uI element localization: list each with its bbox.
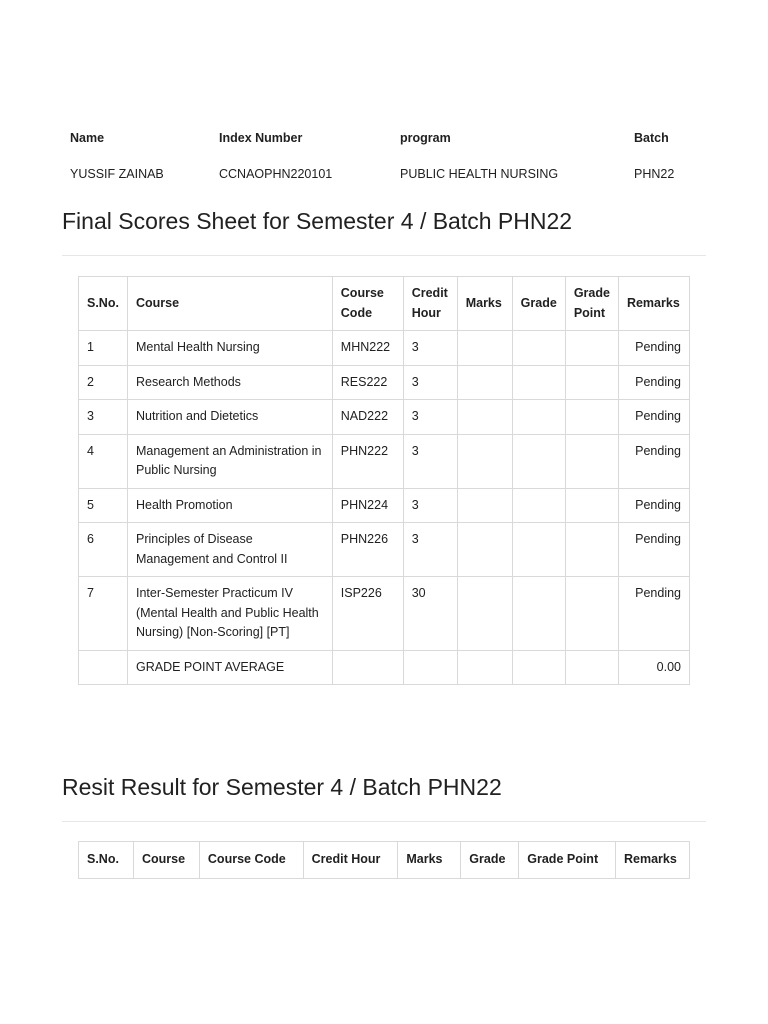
row-remarks: Pending <box>618 488 689 523</box>
gpa-empty-cell <box>512 650 565 685</box>
row-grade-point <box>565 331 618 366</box>
table-row <box>79 577 690 651</box>
row-marks <box>457 331 512 366</box>
row-marks <box>457 400 512 435</box>
student-index-number: CCNAOPHN220101 <box>219 167 333 181</box>
col-course: Course <box>127 277 332 331</box>
row-grade <box>512 331 565 366</box>
row-grade-point <box>565 523 618 577</box>
gpa-empty-cell <box>403 650 457 685</box>
gpa-empty-cell <box>332 650 403 685</box>
student-name-header: Name <box>70 131 105 145</box>
row-sno: 2 <box>79 365 128 400</box>
student-info-header-row <box>62 120 706 156</box>
col-sno: S.No. <box>79 277 128 331</box>
col-course-code: Course Code <box>199 842 303 879</box>
gpa-value: 0.00 <box>618 650 689 685</box>
table-row <box>79 400 690 435</box>
row-sno: 7 <box>79 577 128 651</box>
row-grade-point <box>565 400 618 435</box>
row-remarks: Pending <box>618 400 689 435</box>
row-remarks: Pending <box>618 365 689 400</box>
row-course: Research Methods <box>127 365 332 400</box>
row-code: MHN222 <box>332 331 403 366</box>
row-code: PHN222 <box>332 434 403 488</box>
col-remarks: Remarks <box>618 277 689 331</box>
row-credit: 3 <box>403 488 457 523</box>
row-grade <box>512 434 565 488</box>
student-program-header: program <box>400 131 451 145</box>
row-code: PHN226 <box>332 523 403 577</box>
col-marks: Marks <box>457 277 512 331</box>
col-remarks: Remarks <box>615 842 689 879</box>
col-course-code: Course Code <box>332 277 403 331</box>
final-scores-title: Final Scores Sheet for Semester 4 / Batch PHN22 <box>62 208 573 234</box>
student-info-value-row <box>62 156 706 192</box>
row-grade <box>512 365 565 400</box>
divider <box>62 255 706 256</box>
col-credit-hour: Credit Hour <box>303 842 398 879</box>
student-name: YUSSIF ZAINAB <box>70 167 164 181</box>
row-code: RES222 <box>332 365 403 400</box>
row-marks <box>457 365 512 400</box>
gpa-empty-cell <box>79 650 128 685</box>
col-grade: Grade <box>461 842 519 879</box>
resit-table <box>78 841 690 879</box>
row-grade-point <box>565 365 618 400</box>
row-remarks: Pending <box>618 523 689 577</box>
table-row <box>79 365 690 400</box>
row-credit: 3 <box>403 365 457 400</box>
row-marks <box>457 577 512 651</box>
row-grade <box>512 400 565 435</box>
row-grade-point <box>565 488 618 523</box>
gpa-row <box>79 650 690 685</box>
row-remarks: Pending <box>618 577 689 651</box>
row-course: Management an Administration in Public Nursing <box>127 434 332 488</box>
row-credit: 3 <box>403 434 457 488</box>
row-marks <box>457 434 512 488</box>
gpa-empty-cell <box>565 650 618 685</box>
row-grade <box>512 523 565 577</box>
table-row <box>79 434 690 488</box>
row-marks <box>457 523 512 577</box>
row-sno: 3 <box>79 400 128 435</box>
gpa-empty-cell <box>457 650 512 685</box>
row-course: Inter-Semester Practicum IV (Mental Health and Public Health Nursing) [Non-Scoring] [PT] <box>127 577 332 651</box>
row-grade <box>512 577 565 651</box>
divider <box>62 821 706 822</box>
final-scores-table <box>78 276 690 685</box>
col-sno: S.No. <box>79 842 134 879</box>
row-course: Mental Health Nursing <box>127 331 332 366</box>
row-code: NAD222 <box>332 400 403 435</box>
col-grade: Grade <box>512 277 565 331</box>
row-sno: 1 <box>79 331 128 366</box>
student-batch-header: Batch <box>634 131 669 145</box>
row-credit: 3 <box>403 400 457 435</box>
table-row <box>79 523 690 577</box>
row-grade <box>512 488 565 523</box>
student-program: PUBLIC HEALTH NURSING <box>400 167 559 181</box>
student-batch: PHN22 <box>634 167 675 181</box>
row-course: Nutrition and Dietetics <box>127 400 332 435</box>
row-course: Principles of Disease Management and Control II <box>127 523 332 577</box>
resit-header-row <box>79 842 690 879</box>
row-sno: 6 <box>79 523 128 577</box>
student-info-table <box>62 120 706 192</box>
row-course: Health Promotion <box>127 488 332 523</box>
row-grade-point <box>565 577 618 651</box>
col-grade-point: Grade Point <box>519 842 616 879</box>
row-code: PHN224 <box>332 488 403 523</box>
row-grade-point <box>565 434 618 488</box>
row-credit: 30 <box>403 577 457 651</box>
col-grade-point: Grade Point <box>565 277 618 331</box>
col-marks: Marks <box>398 842 461 879</box>
table-row <box>79 488 690 523</box>
row-remarks: Pending <box>618 331 689 366</box>
row-sno: 4 <box>79 434 128 488</box>
col-course: Course <box>133 842 199 879</box>
gpa-label: GRADE POINT AVERAGE <box>127 650 332 685</box>
row-credit: 3 <box>403 523 457 577</box>
final-scores-header-row <box>79 277 690 331</box>
row-credit: 3 <box>403 331 457 366</box>
resit-title: Resit Result for Semester 4 / Batch PHN22 <box>62 774 502 800</box>
table-row <box>79 331 690 366</box>
row-remarks: Pending <box>618 434 689 488</box>
row-sno: 5 <box>79 488 128 523</box>
row-code: ISP226 <box>332 577 403 651</box>
col-credit-hour: Credit Hour <box>403 277 457 331</box>
student-index-header: Index Number <box>219 131 303 145</box>
row-marks <box>457 488 512 523</box>
